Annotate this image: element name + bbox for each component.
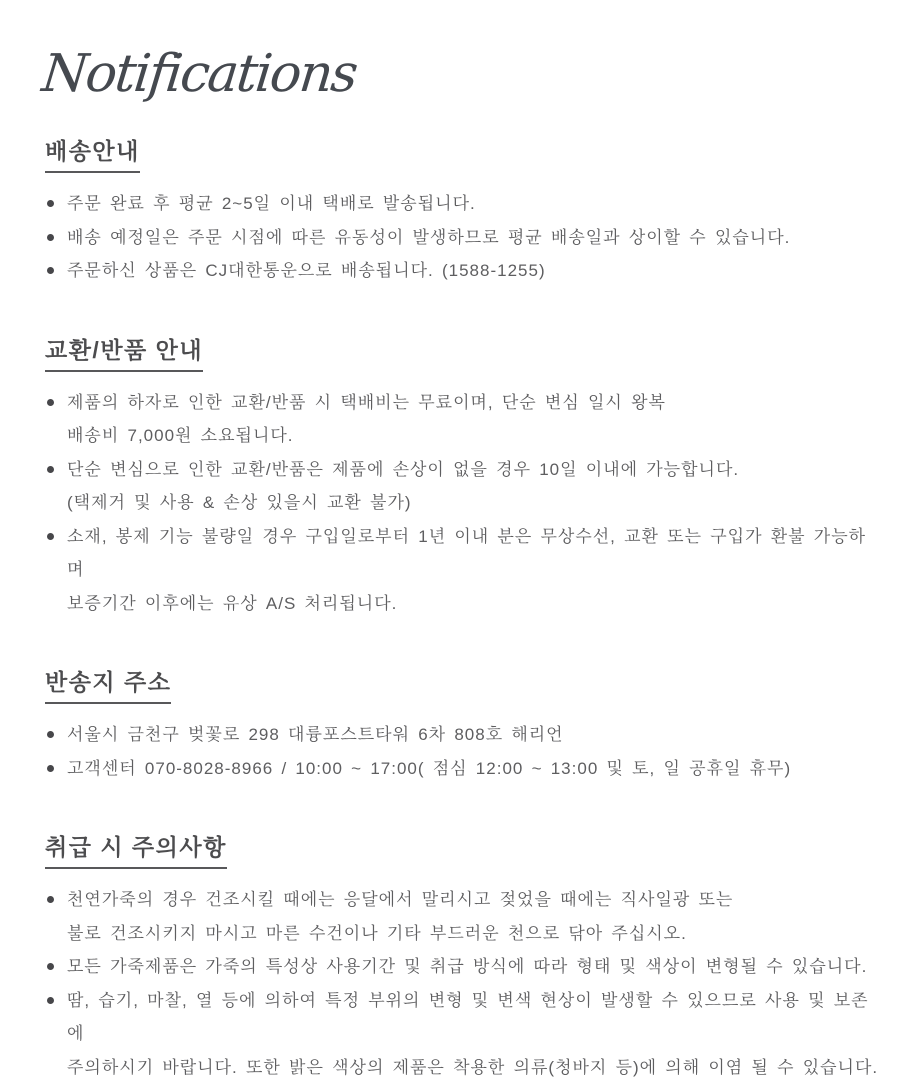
bullet-item: [45, 718, 880, 752]
bullet-line: 배송비 7,000원 소요됩니다.: [67, 419, 666, 453]
section-title: 배송안내: [45, 133, 140, 173]
bullet-list: [45, 386, 880, 621]
section: [45, 664, 880, 785]
section: [45, 829, 880, 1084]
bullet-dot-icon: [47, 234, 54, 241]
bullet-dot-icon: [47, 399, 54, 406]
section-title: 취급 시 주의사항: [45, 829, 227, 869]
bullet-list: [45, 187, 880, 288]
bullet-dot-icon: [47, 963, 54, 970]
section: [45, 332, 880, 621]
bullet-line: 천연가죽의 경우 건조시킬 때에는 응달에서 말리시고 젖었을 때에는 직사일광 또는: [67, 883, 733, 917]
bullet-line: 소재, 봉제 기능 불량일 경우 구입일로부터 1년 이내 분은 무상수선, 교환 또는 구입가 환불 가능하며: [67, 520, 880, 587]
bullet-item: [45, 752, 880, 786]
notifications-script-logo: Notifications: [39, 42, 359, 107]
bullet-line: 주의하시기 바랍니다. 또한 밝은 색상의 제품은 착용한 의류(청바지 등)에 의해 이염 될 수 있습니다.: [67, 1051, 880, 1084]
bullet-item: [45, 883, 880, 950]
bullet-item: [45, 984, 880, 1084]
bullet-dot-icon: [47, 533, 54, 540]
bullet-text: [67, 520, 880, 621]
bullet-dot-icon: [47, 200, 54, 207]
bullet-text: [67, 254, 546, 288]
bullet-item: [45, 221, 880, 255]
bullet-item: [45, 950, 880, 984]
bullet-text: [67, 221, 790, 255]
section-title: 반송지 주소: [45, 664, 171, 704]
bullet-line: 서울시 금천구 벚꽃로 298 대륭포스트타워 6차 808호 해리언: [67, 718, 564, 752]
bullet-item: [45, 386, 880, 453]
bullet-item: [45, 187, 880, 221]
bullet-line: 보증기간 이후에는 유상 A/S 처리됩니다.: [67, 587, 880, 621]
bullet-item: [45, 453, 880, 520]
bullet-line: 모든 가죽제품은 가죽의 특성상 사용기간 및 취급 방식에 따라 형태 및 색상이 변형될 수 있습니다.: [67, 950, 867, 984]
bullet-text: [67, 718, 564, 752]
bullet-line: 단순 변심으로 인한 교환/반품은 제품에 손상이 없을 경우 10일 이내에 가능합니다.: [67, 453, 739, 487]
bullet-line: (택제거 및 사용 & 손상 있을시 교환 불가): [67, 486, 739, 520]
bullet-text: [67, 883, 733, 950]
bullet-item: [45, 520, 880, 621]
bullet-item: [45, 254, 880, 288]
bullet-line: 고객센터 070-8028-8966 / 10:00 ~ 17:00( 점심 12:00 ~ 13:00 및 토, 일 공휴일 휴무): [67, 752, 791, 786]
bullet-text: [67, 187, 476, 221]
bullet-dot-icon: [47, 997, 54, 1004]
bullet-dot-icon: [47, 731, 54, 738]
bullet-line: 땀, 습기, 마찰, 열 등에 의하여 특정 부위의 변형 및 변색 현상이 발생할 수 있으므로 사용 및 보존에: [67, 984, 880, 1051]
section-title: 교환/반품 안내: [45, 332, 203, 372]
bullet-line: 주문하신 상품은 CJ대한통운으로 배송됩니다. (1588-1255): [67, 254, 546, 288]
bullet-text: [67, 984, 880, 1084]
bullet-text: [67, 950, 867, 984]
bullet-dot-icon: [47, 466, 54, 473]
bullet-line: 배송 예정일은 주문 시점에 따른 유동성이 발생하므로 평균 배송일과 상이할 수 있습니다.: [67, 221, 790, 255]
bullet-line: 주문 완료 후 평균 2~5일 이내 택배로 발송됩니다.: [67, 187, 476, 221]
bullet-dot-icon: [47, 896, 54, 903]
bullet-list: [45, 883, 880, 1084]
bullet-text: [67, 386, 666, 453]
section: [45, 133, 880, 288]
bullet-list: [45, 718, 880, 785]
bullet-dot-icon: [47, 267, 54, 274]
sections: [45, 133, 880, 1084]
bullet-dot-icon: [47, 765, 54, 772]
bullet-line: 제품의 하자로 인한 교환/반품 시 택배비는 무료이며, 단순 변심 일시 왕복: [67, 386, 666, 420]
bullet-text: [67, 453, 739, 520]
bullet-line: 불로 건조시키지 마시고 마른 수건이나 기타 부드러운 천으로 닦아 주십시오.: [67, 917, 733, 951]
bullet-text: [67, 752, 791, 786]
